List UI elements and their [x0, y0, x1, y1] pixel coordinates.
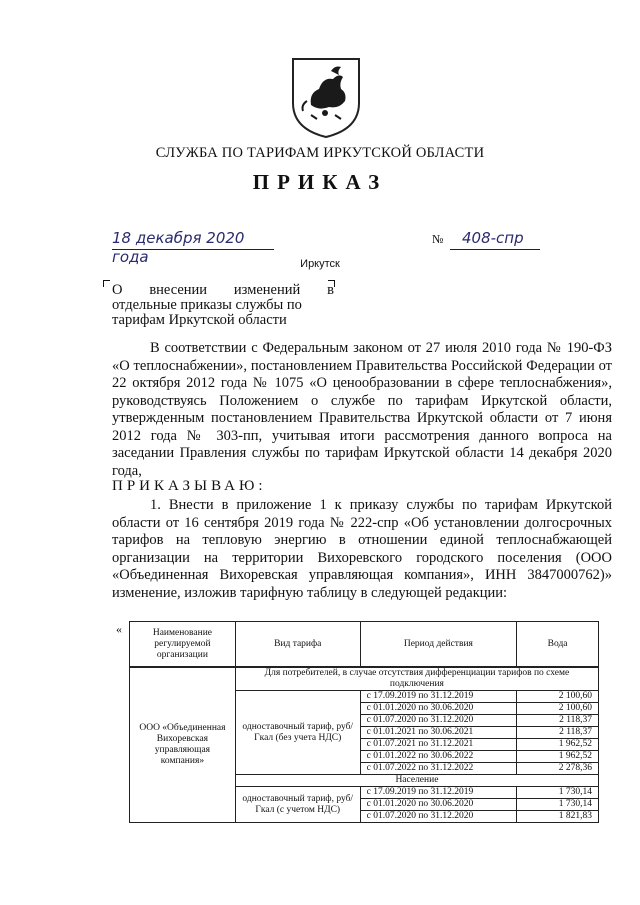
- period-cell: с 17.09.2019 по 31.12.2019: [360, 787, 517, 799]
- header-tariff-type: Вид тарифа: [235, 622, 360, 668]
- header-org: Наименование регулируемой организации: [130, 622, 236, 668]
- period-cell: с 01.07.2020 по 31.12.2020: [360, 811, 517, 823]
- org-name-cell: ООО «Объединенная Вихоревская управляющая компания»: [130, 667, 236, 823]
- value-cell: 2 100,60: [517, 691, 599, 703]
- coat-of-arms-emblem: [289, 55, 363, 139]
- date-line: [112, 229, 274, 266]
- value-cell: 1 730,14: [517, 787, 599, 799]
- item-1-text: 1. Внести в приложение 1 к приказу службы по тарифам Иркутской области от 16 сентября 2019 года № 222-спр «Об установлении долгосрочных тарифов на тепловую энергию в отношении единой теплоснабжающей организации на территории Вихоревского городского поселения (ООО «Объединенная Вихоревская управляющая компания», ИНН 3847000762)» изменение, изложив тарифную таблицу в следующей редакции:: [112, 497, 612, 601]
- table-opening-quote: «: [116, 622, 122, 636]
- table-row: [130, 667, 599, 691]
- period-cell: с 01.07.2021 по 31.12.2021: [360, 739, 517, 751]
- preamble-text: В соответствии с Федеральным законом от 27 июля 2010 года № 190-ФЗ «О теплоснабжении», постановлением Правительства Российской Федерации от 22 октября 2012 года № 1075 «О ценообразовании в сфере теплоснабжения», руководствуясь Положением о службе по тарифам Иркутской области, утвержденным постановлением Правительства Иркутской области от 7 июня 2012 года № 303-пп, учитывая итоги рассмотрения данного вопроса на заседании Правления службы по тарифам Иркутской области 14 декабря 2020 года,: [112, 340, 612, 479]
- subject-word: изменений: [233, 282, 301, 298]
- city: Иркутск: [300, 258, 340, 270]
- value-cell: 1 821,83: [517, 811, 599, 823]
- subject-block: [112, 283, 334, 328]
- number-line: [450, 229, 540, 250]
- document-type: ПРИКАЗ: [252, 170, 388, 194]
- value-cell: 1 730,14: [517, 799, 599, 811]
- subject-corner-left: [103, 280, 110, 287]
- value-cell: 1 962,52: [517, 751, 599, 763]
- tariff-table: [129, 621, 599, 823]
- period-cell: с 01.07.2020 по 31.12.2020: [360, 715, 517, 727]
- number-prefix: №: [432, 232, 444, 246]
- value-cell: 2 278,36: [517, 763, 599, 775]
- header-period: Период действия: [360, 622, 517, 668]
- section-2-tariff: одноставочный тариф, руб/Гкал (с учетом НДС): [235, 787, 360, 823]
- period-cell: с 01.01.2021 по 30.06.2021: [360, 727, 517, 739]
- value-cell: 2 118,37: [517, 715, 599, 727]
- subject-word: внесении: [149, 282, 208, 298]
- header-water: Вода: [517, 622, 599, 668]
- subject-word: в: [327, 282, 334, 298]
- period-cell: с 01.07.2022 по 31.12.2022: [360, 763, 517, 775]
- subject-line-2: отдельные приказы службы по: [112, 297, 302, 313]
- subject-line-3: тарифам Иркутской области: [112, 312, 287, 328]
- table-header-row: [130, 622, 599, 668]
- value-cell: 1 962,52: [517, 739, 599, 751]
- value-cell: 2 100,60: [517, 703, 599, 715]
- order-word: ПРИКАЗЫВАЮ:: [112, 478, 267, 494]
- period-cell: с 17.09.2019 по 31.12.2019: [360, 691, 517, 703]
- section-1-tariff: одноставочный тариф, руб/Гкал (без учета НДС): [235, 691, 360, 775]
- section-1-caption: Для потребителей, в случае отсутствия дифференциации тарифов по схеме подключения: [235, 667, 598, 691]
- section-2-caption: Население: [235, 775, 598, 787]
- subject-line-1: [112, 283, 334, 298]
- handwritten-number: 408-спр: [462, 229, 524, 247]
- period-cell: с 01.01.2020 по 30.06.2020: [360, 703, 517, 715]
- period-cell: с 01.01.2020 по 30.06.2020: [360, 799, 517, 811]
- subject-word: О: [112, 282, 123, 298]
- value-cell: 2 118,37: [517, 727, 599, 739]
- item-1: [112, 497, 612, 602]
- preamble: [112, 340, 612, 480]
- agency-name: СЛУЖБА ПО ТАРИФАМ ИРКУТСКОЙ ОБЛАСТИ: [155, 145, 485, 161]
- handwritten-date: 18 декабря 2020 года: [112, 229, 245, 266]
- period-cell: с 01.01.2022 по 30.06.2022: [360, 751, 517, 763]
